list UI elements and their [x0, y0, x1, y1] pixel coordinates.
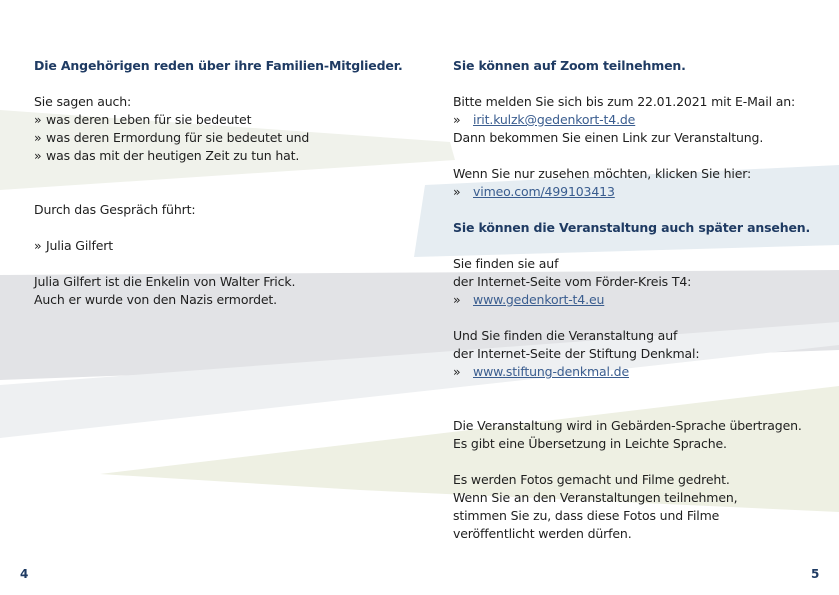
left-heading: Die Angehörigen reden über ihre Familien-Mitglieder. [34, 58, 403, 73]
zoom-after-text: Dann bekommen Sie einen Link zur Veranstaltung. [453, 130, 764, 145]
gedenkort-link[interactable]: www.gedenkort-t4.eu [473, 292, 605, 307]
bullet-marker: » [453, 292, 461, 307]
bullet-marker: » [453, 364, 461, 379]
bullet-marker: » [34, 130, 42, 145]
email-item [453, 111, 833, 129]
moderator-item [34, 237, 434, 255]
bullet-marker: » [34, 148, 42, 163]
bullet-text: was das mit der heutigen Zeit zu tun hat. [46, 148, 300, 163]
bullet-marker: » [453, 184, 461, 199]
bullet-item [34, 129, 434, 147]
bullet-marker: » [34, 238, 42, 253]
bullet-item [34, 111, 434, 129]
right-page-content [453, 57, 833, 543]
page-number-right: 5 [811, 567, 820, 581]
page-number-left: 4 [20, 567, 29, 581]
photo-text: Es werden Fotos gemacht und Filme gedreht. [453, 472, 730, 487]
email-link[interactable]: irit.kulzk@gedenkort-t4.de [473, 112, 636, 127]
bullet-text: was deren Leben für sie bedeutet [46, 112, 252, 127]
intro-text: Sie sagen auch: [34, 94, 132, 109]
left-page-content [34, 57, 434, 309]
moderator-name: Julia Gilfert [46, 238, 114, 253]
site2-item [453, 363, 833, 381]
vimeo-link[interactable]: vimeo.com/499103413 [473, 184, 615, 199]
moderation-label: Durch das Gespräch führt: [34, 202, 196, 217]
later-heading: Sie können die Veranstaltung auch später ansehen. [453, 220, 811, 235]
watch-text: Wenn Sie nur zusehen möchten, klicken Sie hier: [453, 166, 752, 181]
site1-item [453, 291, 833, 309]
photo-text: veröffentlicht werden dürfen. [453, 526, 632, 541]
bullet-text: was deren Ermordung für sie bedeutet und [46, 130, 310, 145]
sign-language-text: Es gibt eine Übersetzung in Leichte Sprache. [453, 436, 727, 451]
bullet-item [34, 147, 434, 165]
find-text: der Internet-Seite vom Förder-Kreis T4: [453, 274, 692, 289]
zoom-heading: Sie können auf Zoom teilnehmen. [453, 58, 686, 73]
vimeo-item [453, 183, 833, 201]
sign-language-text: Die Veranstaltung wird in Gebärden-Sprache übertragen. [453, 418, 802, 433]
zoom-text: Bitte melden Sie sich bis zum 22.01.2021 mit E-Mail an: [453, 94, 796, 109]
bullet-marker: » [34, 112, 42, 127]
find2-text: der Internet-Seite der Stiftung Denkmal: [453, 346, 700, 361]
photo-text: Wenn Sie an den Veranstaltungen teilnehmen, [453, 490, 738, 505]
find2-text: Und Sie finden die Veranstaltung auf [453, 328, 678, 343]
bullet-marker: » [453, 112, 461, 127]
bio-line: Auch er wurde von den Nazis ermordet. [34, 292, 278, 307]
bio-line: Julia Gilfert ist die Enkelin von Walter Frick. [34, 274, 296, 289]
find-text: Sie finden sie auf [453, 256, 559, 271]
stiftung-link[interactable]: www.stiftung-denkmal.de [473, 364, 629, 379]
photo-text: stimmen Sie zu, dass diese Fotos und Filme [453, 508, 720, 523]
